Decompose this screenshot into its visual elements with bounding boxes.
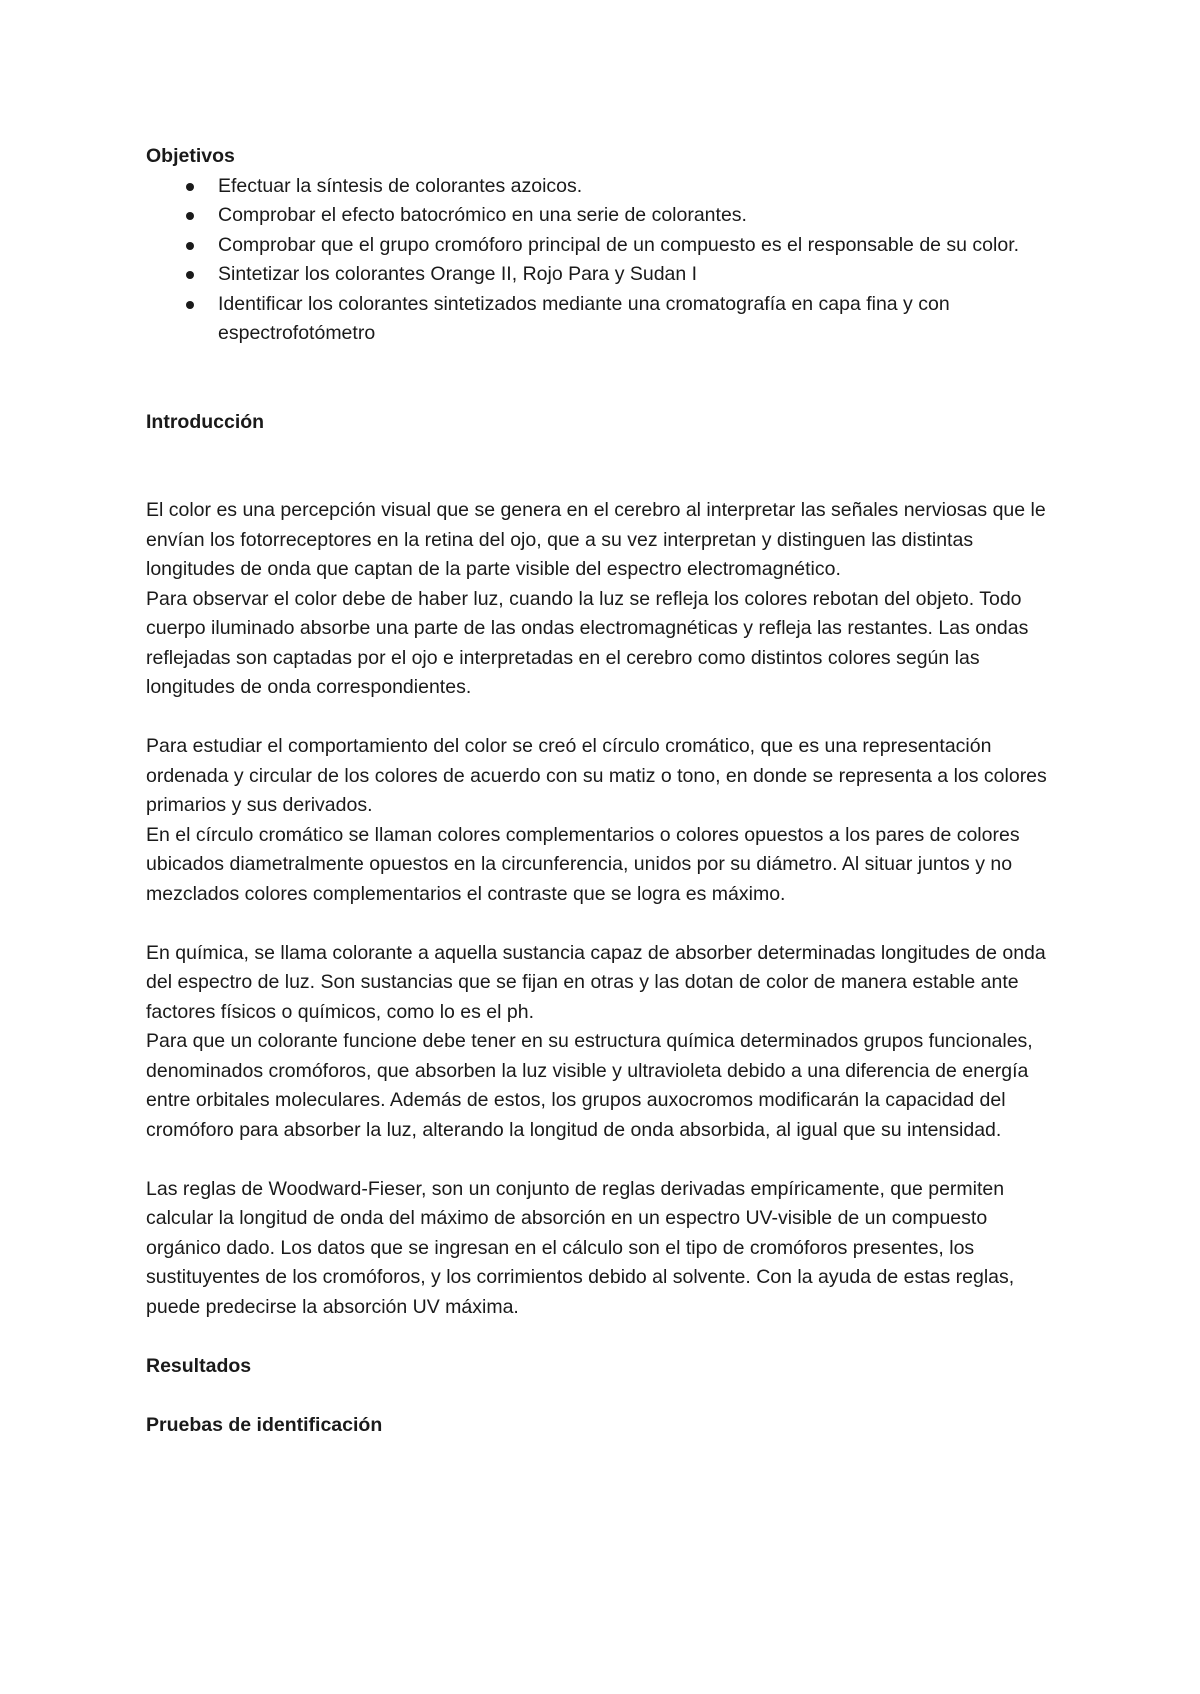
list-item [146,201,1066,231]
objective-text: Comprobar el efecto batocrómico en una serie de colorantes. [218,204,747,226]
list-item [146,172,1066,202]
objective-text: Identificar los colorantes sintetizados mediante una cromatografía en capa fina y con espectrofotómetro [218,292,950,344]
intro-paragraph: Las reglas de Woodward-Fieser, son un conjunto de reglas derivadas empíricamente, que permiten calcular la longitud de onda del máximo de absorción en un espectro UV-visible de un compuesto orgánico dado. Los datos que se ingresan en el cálculo son el tipo de cromóforos presentes, los sustituyentes de los cromóforos, y los corrimientos debido al solvente. Con la ayuda de estas reglas, puede predecirse la absorción UV máxima. [146,1177,1015,1318]
intro-paragraph: En química, se llama colorante a aquella sustancia capaz de absorber determinadas longitudes de onda del espectro de luz. Son sustancias que se fijan en otras y las dotan de color de manera estable ante factores físicos o químicos, como lo es el ph. [146,941,1046,1023]
objectives-heading: Objetivos [146,145,235,167]
bullet-icon [186,242,194,250]
bullet-icon [186,212,194,220]
intro-paragraph: En el círculo cromático se llaman colores complementarios o colores opuestos a los pares de colores ubicados diametralmente opuestos en la circunferencia, unidos por su diámetro. Al situar juntos y no mezclados colores complementarios el contraste que se logra es máximo. [146,823,1020,905]
bullet-icon [186,183,194,191]
intro-paragraph: Para que un colorante funcione debe tener en su estructura química determinados grupos funcionales, denominados cromóforos, que absorben la luz visible y ultravioleta debido a una diferencia de energía entre orbitales moleculares. Además de estos, los grupos auxocromos modificarán la capacidad del cromóforo para absorber la luz, alterando la longitud de onda absorbida, al igual que su intensidad. [146,1030,1033,1141]
list-item [146,260,1066,290]
list-item [146,231,1066,261]
bullet-icon [186,301,194,309]
objectives-list [146,172,1066,349]
intro-paragraph: Para observar el color debe de haber luz, cuando la luz se refleja los colores rebotan del objeto. Todo cuerpo iluminado absorbe una parte de las ondas electromagnéticas y refleja las restantes. Las ondas reflejadas son captadas por el ojo e interpretadas en el cerebro como distintos colores según las longitudes de onda correspondientes. [146,587,1029,698]
objective-text: Comprobar que el grupo cromóforo principal de un compuesto es el responsable de su color. [218,233,1020,256]
objective-text: Efectuar la síntesis de colorantes azoicos. [218,174,583,197]
introduction-heading: Introducción [146,410,265,433]
identification-tests-heading: Pruebas de identificación [146,1413,383,1436]
intro-paragraph: Para estudiar el comportamiento del color se creó el círculo cromático, que es una representación ordenada y circular de los colores de acuerdo con su matiz o tono, en donde se representa a los colores primarios y sus derivados. [146,735,1047,816]
bullet-icon [186,271,194,279]
document-page [146,142,1066,1440]
intro-paragraph: El color es una percepción visual que se genera en el cerebro al interpretar las señales nerviosas que le envían los fotorreceptores en la retina del ojo, que a su vez interpretan y distinguen las distintas longitudes de onda que captan de la parte visible del espectro electromagnético. [146,499,1046,580]
objective-text: Sintetizar los colorantes Orange II, Rojo Para y Sudan I [218,263,698,285]
results-heading: Resultados [146,1354,252,1377]
list-item [146,290,1066,349]
